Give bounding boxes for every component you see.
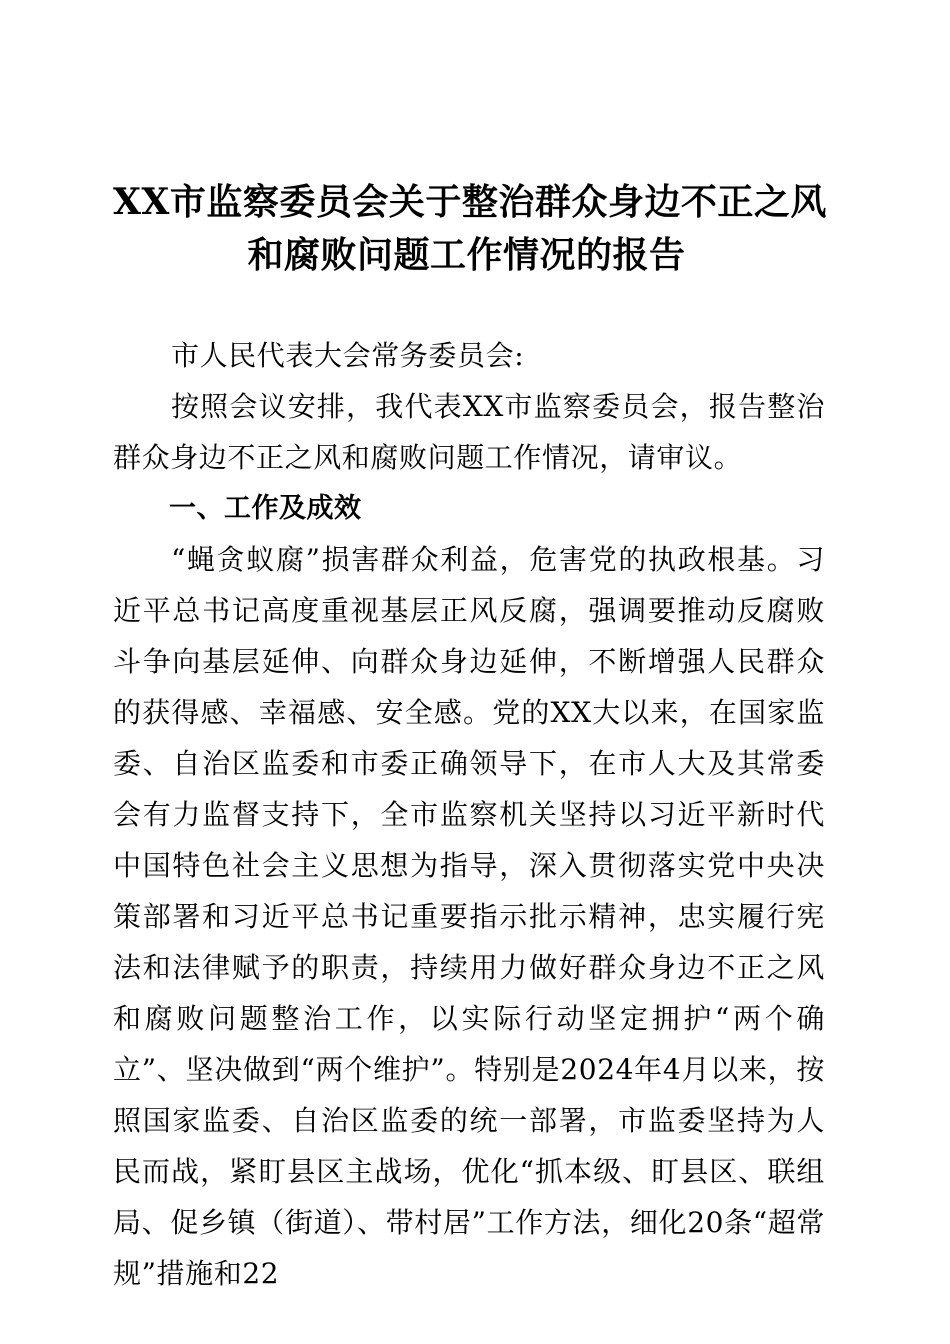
salutation-line: 市人民代表大会常务委员会: bbox=[171, 339, 525, 372]
section-body-paragraph-1: “蝇贪蚁腐”损害群众利益，危害党的执政根基。习近平总书记高度重视基层正风反腐，强调要推动反腐败斗争向基层延伸、向群众身边延伸，不断增强人民群众的获得感、幸福感、安全感。党的XX大以来，在国家监委、自治区监委和市委正确领导下，在市人大及其常委会有力监督支持下，全市监察机关坚持以习近平新时代中国特色社会主义思想为指导，深入贯彻落实党中央决策部署和习近平总书记重要指示批示精神，忠实履行宪法和法律赋予的职责，持续用力做好群众身边不正之风和腐败问题整治工作，以实际行动坚定拥护“两个确立”、坚决做到“两个维护”。特别是2024年4月以来，按照国家监委、自治区监委的统一部署，市监委坚持为人民而战，紧盯县区主战场，优化“抓本级、盯县区、联组局、促乡镇（街道）、带村居”工作方法，细化20条“超常规”措施和22 bbox=[113, 543, 825, 1290]
document-title bbox=[113, 176, 827, 282]
document-title-line-2: 和腐败问题工作情况的报告 bbox=[247, 234, 686, 276]
opening-paragraph: 按照会议安排，我代表XX市监察委员会，报告整治群众身边不正之风和腐败问题工作情况，请审议。 bbox=[113, 390, 825, 474]
document-body bbox=[113, 330, 825, 1299]
document-title-line-1: XX市监察委员会关于整治群众身边不正之风 bbox=[113, 181, 827, 223]
section-heading-1: 一、工作及成效 bbox=[169, 493, 362, 524]
